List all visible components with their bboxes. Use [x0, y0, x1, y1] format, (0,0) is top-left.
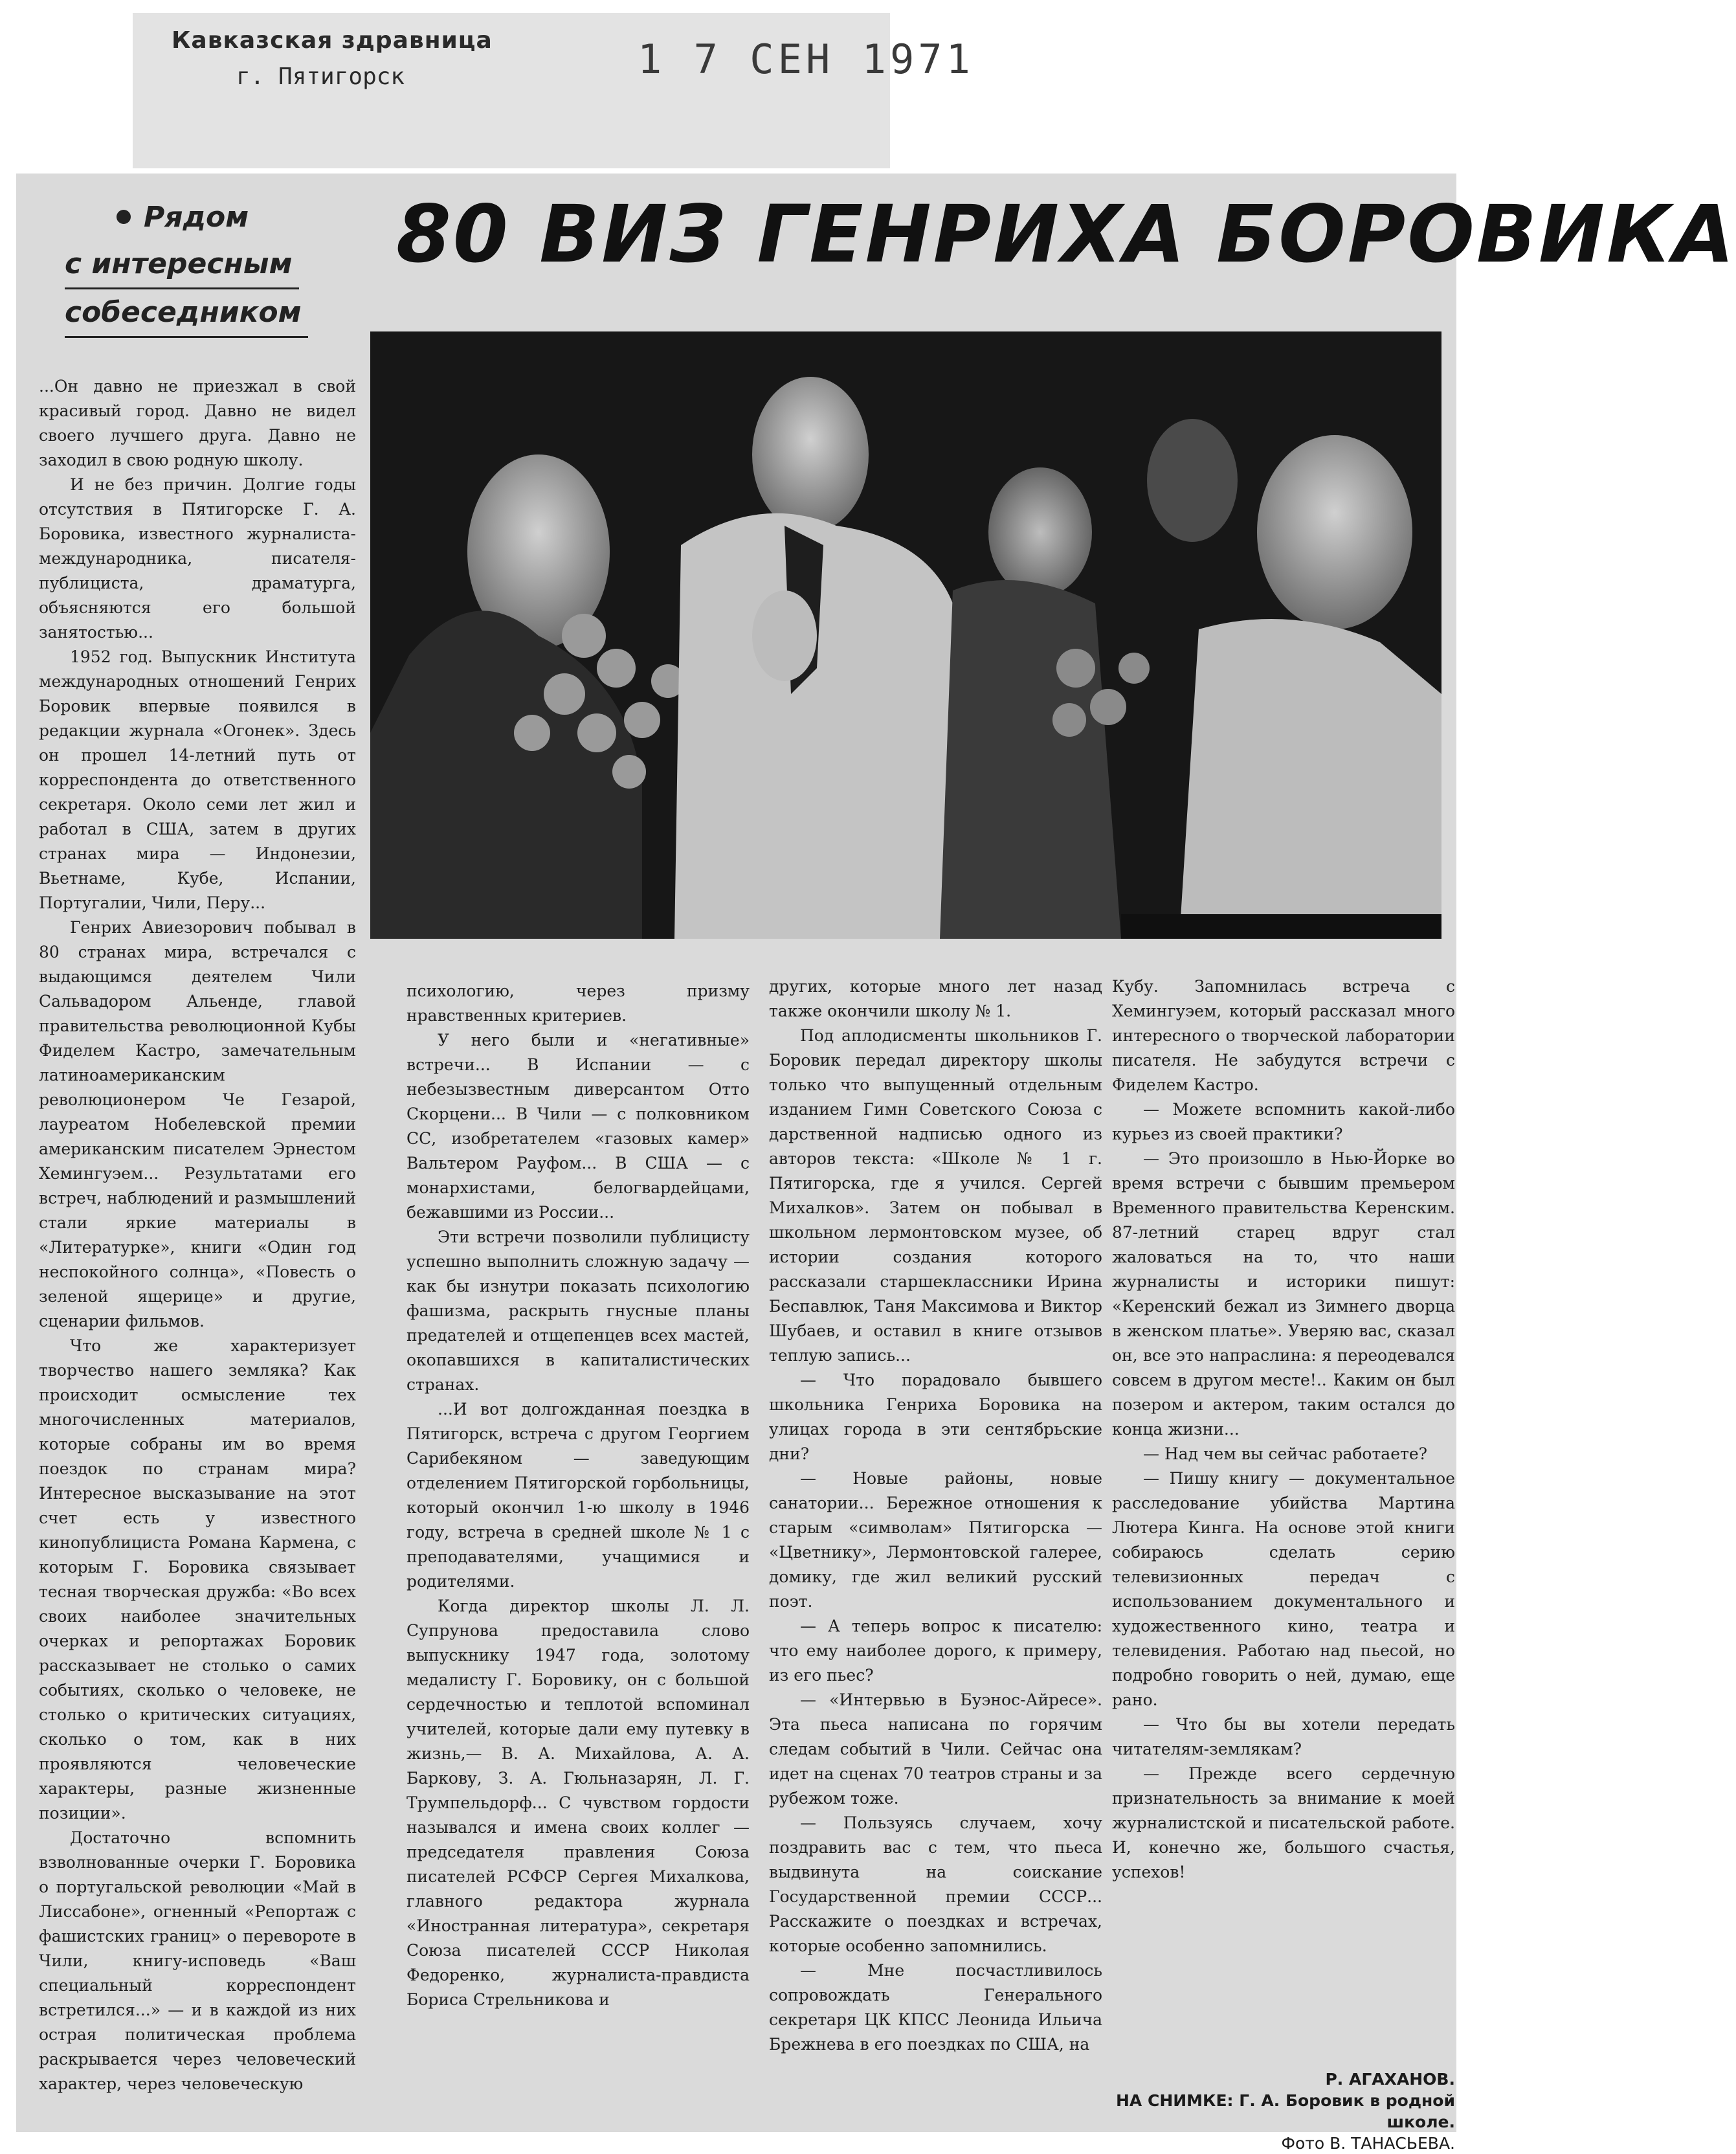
- paragraph: — Над чем вы сейчас работаете?: [1143, 1444, 1428, 1463]
- paragraph: 1952 год. Выпускник Института международных отношений Генрих Боровик впервые появился в редакции журнала «Огонек». Здесь он прошел 14-летний путь от корреспондента до ответственного секретаря. Около семи лет жил и работал в США, затем в других странах мира — Индонезии, Вьетнаме, Кубе, Испании, Португалии, Чили, Перу...: [39, 647, 356, 912]
- photo-caption: НА СНИМКЕ: Г. А. Боровик в родной школе.: [1116, 2091, 1455, 2131]
- paragraph: психологию, через призму нравственных критериев.: [406, 982, 750, 1025]
- paragraph: — Что порадовало бывшего школьника Генриха Боровика на улицах города в эти сентябрьские дни?: [769, 1371, 1102, 1463]
- paragraph: — Это произошло в Нью-Йорке во время встречи с бывшим премьером Временного правительства Керенским. 87-летний старец вдруг стал жаловаться на то, что наши журналисты и историки пишут: «Керенский бежал из Зимнего дворца в женском платье». Уверяю вас, сказал он, все это напраслина: я переодевался совсем в другом месте!.. Каким он был позером и актером, таким остался до конца жизни...: [1112, 1149, 1455, 1439]
- paragraph: ...Он давно не приезжал в свой красивый город. Давно не видел своего лучшего друга. Давно не заходил в свою родную школу.: [39, 377, 356, 469]
- rubric-line-1: Рядом: [144, 201, 249, 234]
- paragraph: Что же характеризует творчество нашего земляка? Как происходит осмысление тех многочисленных материалов, которые собраны им во время поездок по странам мира? Интересное высказывание на этот счет есть у известного кинопублициста Романа Кармена, с которым Г. Боровика связывает тесная творческая дружба: «Во всех своих наиболее значительных очерках и репортажах Боровик рассказывает не столько о самих событиях, сколько о человеке, не столько о критических ситуациях, сколько о том, как в них проявляются человеческие характеры, разные жизненные позиции».: [39, 1336, 356, 1823]
- paragraph: Кубу. Запомнилась встреча с Хемингуэем, который рассказал много интересного о творческой лаборатории писателя. Не забудутся встречи с Фиделем Кастро.: [1112, 977, 1455, 1094]
- article-headline: 80 ВИЗ ГЕНРИХА БОРОВИКА: [396, 188, 1736, 280]
- paragraph: — Прежде всего сердечную признательность за внимание к моей журналистской и писательской работе. И, конечно же, большого счастья, успехов!: [1112, 1764, 1455, 1881]
- photo-illustration: [370, 331, 1441, 939]
- article-column-1: [39, 374, 356, 2122]
- paragraph: У него были и «негативные» встречи... В Испании — с небезызвестным диверсантом Отто Скорцени... В Чили — с полковником СС, изобретателем «газовых камер» Вальтером Рауфом... В США — с монархистами, белогвардейцами, бежавшими из России...: [406, 1031, 750, 1222]
- paragraph: Эти встречи позволили публицисту успешно выполнить сложную задачу — как бы изнутри показать психологию фашизма, раскрыть гнусные планы предателей и отщепенцев всех мастей, окопавшихся в капиталистических странах.: [406, 1228, 750, 1394]
- stamp-city: г. Пятигорск: [236, 63, 405, 90]
- paragraph: — Мне посчастливилось сопровождать Генерального секретаря ЦК КПСС Леонида Ильича Брежнева в его поездках по США, на: [769, 1961, 1102, 2054]
- rubric-line-2: с интересным: [65, 241, 299, 289]
- article-column-2: [406, 979, 750, 2125]
- article-credits: [1112, 2069, 1455, 2154]
- article-photo: [370, 331, 1441, 939]
- paragraph: — А теперь вопрос к писателю: что ему наиболее дорого, к примеру, из его пьес?: [769, 1617, 1102, 1685]
- paragraph: — Новые районы, новые санатории... Бережное отношения к старым «символам» Пятигорска — «Цветнику», Лермонтовской галерее, домику, где жил великий русский поэт.: [769, 1469, 1102, 1611]
- paragraph: И не без причин. Долгие годы отсутствия в Пятигорске Г. А. Боровика, известного журналиста-международника, писателя-публициста, драматурга, объясняются его большой занятостью...: [39, 475, 356, 642]
- author-signature: Р. АГАХАНОВ.: [1325, 2070, 1455, 2089]
- bullet-icon: [117, 210, 131, 224]
- paragraph: ...И вот долгожданная поездка в Пятигорск, встреча с другом Георгием Сарибекяном — заведующим отделением Пятигорской горбольницы, который окончил 1-ю школу в 1946 году, встреча в средней школе № 1 с преподавателями, учащимися и родителями.: [406, 1400, 750, 1591]
- paragraph: других, которые много лет назад также окончили школу № 1.: [769, 977, 1102, 1020]
- article-column-3: [769, 974, 1102, 2127]
- paragraph: — Что бы вы хотели передать читателям-землякам?: [1112, 1715, 1455, 1758]
- rubric: [65, 194, 337, 338]
- paragraph: Когда директор школы Л. Л. Супрунова предоставила слово выпускнику 1947 года, золотому медалисту Г. Боровику, он с большой сердечностью и теплотой вспоминал учителей, которые дали ему путевку в жизнь,— В. А. Михайлова, А. А. Баркову, З. А. Гюльназарян, Л. Г. Трумпельдорф... С чувством гордости назывался и имена своих коллег — председателя правления Союза писателей РСФСР Сергея Михалкова, главного редактора журнала «Иностранная литература», секретаря Союза писателей СССР Николая Федоренко, журналиста-правдиста Бориса Стрельникова и: [406, 1597, 750, 2009]
- paragraph: — «Интервью в Буэнос-Айресе». Эта пьеса написана по горячим следам событий в Чили. Сейчас она идет на сценах 70 театров страны и за рубежом тоже.: [769, 1690, 1102, 1808]
- paragraph: — Пишу книгу — документальное расследование убийства Мартина Лютера Кинга. На основе этой книги собираюсь сделать серию телевизионных передач с использованием документального и художественного кино, театра и телевидения. Работаю над пьесой, но подробно говорить о ней, думаю, еще рано.: [1112, 1469, 1455, 1709]
- article-column-4: [1112, 974, 1455, 2062]
- paragraph: Под аплодисменты школьников Г. Боровик передал директору школы только что выпущенный отдельным изданием Гимн Советского Союза с дарственной надписью одного из авторов текста: «Школе № 1 г. Пятигорска, где я учился. Сергей Михалков». Затем он побывал в школьном лермонтовском музее, об истории создания которого рассказали старшеклассники Ирина Беспавлюк, Таня Максимова и Виктор Шубаев, и оставил в книге отзывов теплую запись...: [769, 1026, 1102, 1365]
- paragraph: Достаточно вспомнить взволнованные очерки Г. Боровика о португальской революции «Май в Лиссабоне», огненный «Репортаж с фашистских границ» о перевороте в Чили, книгу-исповедь «Ваш специальный корреспондент встретился...» — и в каждой из них острая политическая проблема раскрывается через человеческий характер, через человеческую: [39, 1828, 356, 2093]
- paragraph: — Можете вспомнить какой-либо курьез из своей практики?: [1112, 1100, 1455, 1143]
- photo-credit: Фото В. ТАНАСЬЕВА.: [1281, 2134, 1455, 2153]
- paragraph: Генрих Авиезорович побывал в 80 странах мира, встречался с выдающимся деятелем Чили Сальвадором Альенде, главой правительства революционной Кубы Фиделем Кастро, замечательным латиноамериканским революционером Че Гезарой, лауреатом Нобелевской премии американским писателем Эрнестом Хемингуэем... Результатами его встреч, наблюдений и размышлений стали яркие материалы в «Литературке», книги «Один год неспокойного солнца», «Повесть о зеленой ящерице» и другие, сценарии фильмов.: [39, 918, 356, 1330]
- rubric-line-3: собеседником: [65, 289, 308, 338]
- paragraph: — Пользуясь случаем, хочу поздравить вас с тем, что пьеса выдвинута на соискание Государственной премии СССР... Расскажите о поездках и встречах, которые особенно запомнились.: [769, 1813, 1102, 1955]
- stamp-newspaper-name: Кавказская здравница: [172, 27, 493, 54]
- stamp-date: 1 7 СЕН 1971: [638, 36, 974, 83]
